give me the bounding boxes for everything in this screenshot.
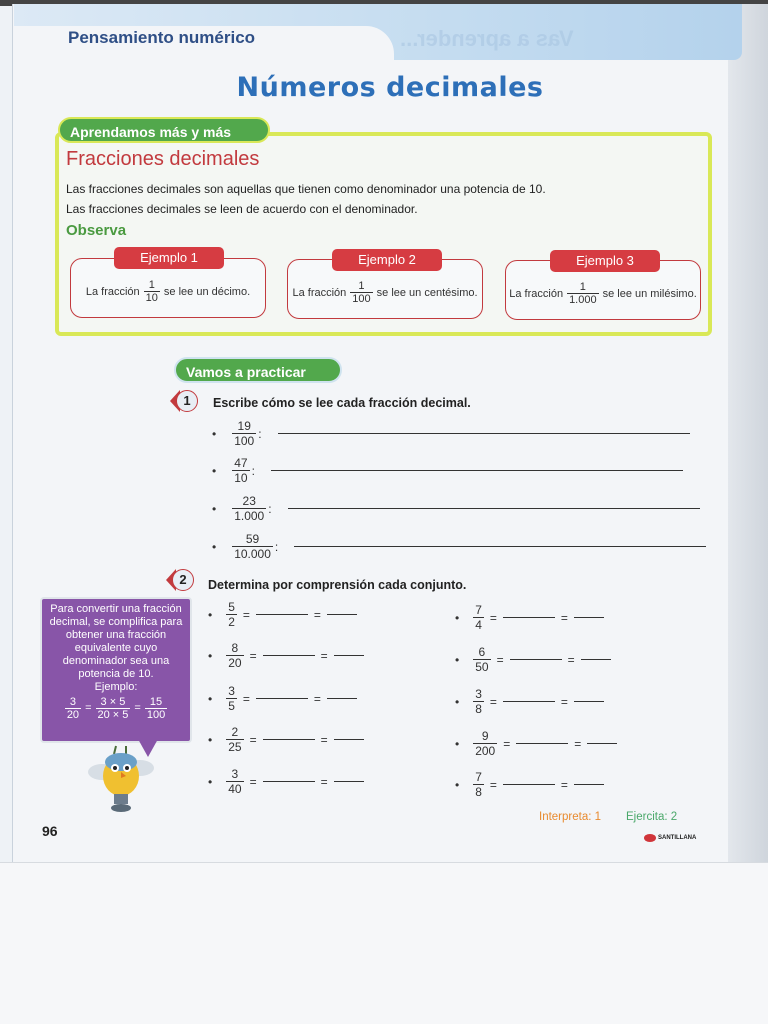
tip-example-equation: $\frac{3}{20}$ = $\frac{3 \times 5}{20 \times 5}$ = $\frac{15}{100}$ xyxy=(66,696,166,721)
exercise-2-marker: 2 xyxy=(166,569,194,591)
exercise-1-marker: 1 xyxy=(170,390,198,412)
answer-blank[interactable] xyxy=(574,617,604,618)
fraction: $\frac{15}{100}$ xyxy=(146,696,166,721)
exercise-1-item: • $\frac{59}{10.000}$ : xyxy=(212,532,706,561)
tip-callout xyxy=(40,597,192,743)
fraction: $\frac{3}{8}$ xyxy=(475,687,482,716)
answer-blank[interactable] xyxy=(334,655,364,656)
exercise-2-item: • $\frac{8}{20}$ = = xyxy=(208,641,364,670)
skill-interpreta: Interpreta: 1 xyxy=(539,811,602,823)
exercise-2-item: • $\frac{7}{8}$ = = xyxy=(455,770,604,799)
example-prefix: La fracción xyxy=(509,287,564,300)
exercise-1-instruction: Escribe cómo se lee cada fracción decimal. xyxy=(213,396,471,410)
example-suffix: se lee un centésimo. xyxy=(376,286,478,299)
fraction: $\frac{9}{200}$ xyxy=(475,729,496,758)
exercise-2-item: • $\frac{9}{200}$ = = xyxy=(455,729,617,758)
answer-blank[interactable] xyxy=(574,784,604,785)
answer-blank[interactable] xyxy=(510,659,562,660)
santillana-logo-icon xyxy=(644,834,656,842)
section-title: Pensamiento numérico xyxy=(68,28,256,47)
answer-blank[interactable] xyxy=(263,655,315,656)
fraction: $\frac{8}{20}$ xyxy=(228,641,242,670)
exercise-2-item: • $\frac{6}{50}$ = = xyxy=(455,645,611,674)
fraction: $\frac{3 \times 5}{20 \times 5}$ xyxy=(97,696,129,721)
mirrored-header-text: Vas a aprender... xyxy=(400,26,574,51)
answer-blank[interactable] xyxy=(256,698,308,699)
fraction: $\frac{7}{4}$ xyxy=(475,603,482,632)
answer-blank[interactable] xyxy=(256,614,308,615)
answer-blank[interactable] xyxy=(334,781,364,782)
example-prefix: La fracción xyxy=(85,285,140,298)
theory-paragraph-1: Las fracciones decimales son aquellas que tienen como denominador una potencia de 10. xyxy=(66,182,546,196)
example-label-2: Ejemplo 2 xyxy=(332,249,442,271)
exercise-2-item: • $\frac{2}{25}$ = = xyxy=(208,725,364,754)
fraction: $\frac{47}{10}$ xyxy=(234,456,248,485)
answer-blank[interactable] xyxy=(503,701,555,702)
exercise-2-item: • $\frac{7}{4}$ = = xyxy=(455,603,604,632)
example-fraction: $\frac{1}{100}$ xyxy=(352,280,371,305)
answer-line[interactable] xyxy=(278,433,690,434)
exercise-1-item: • $\frac{19}{100}$ : xyxy=(212,419,690,448)
example-suffix: se lee un décimo. xyxy=(163,285,251,298)
answer-blank[interactable] xyxy=(581,659,611,660)
answer-line[interactable] xyxy=(271,470,683,471)
answer-blank[interactable] xyxy=(327,614,357,615)
fraction: $\frac{3}{40}$ xyxy=(228,767,242,796)
page-gutter-shadow xyxy=(728,4,768,864)
example-label-3: Ejemplo 3 xyxy=(550,250,660,272)
skill-ejercita: Ejercita: 2 xyxy=(626,811,678,823)
fraction: $\frac{2}{25}$ xyxy=(228,725,242,754)
exercise-2-item: • $\frac{3}{40}$ = = xyxy=(208,767,364,796)
fraction: $\frac{6}{50}$ xyxy=(475,645,489,674)
example-suffix: se lee un milésimo. xyxy=(602,287,697,300)
answer-blank[interactable] xyxy=(503,784,555,785)
answer-blank[interactable] xyxy=(263,739,315,740)
example-fraction: $\frac{1}{1.000}$ xyxy=(569,281,597,306)
exercise-2-instruction: Determina por comprensión cada conjunto. xyxy=(208,578,467,592)
example-prefix: La fracción xyxy=(292,286,347,299)
answer-blank[interactable] xyxy=(334,739,364,740)
answer-blank[interactable] xyxy=(263,781,315,782)
page-number: 96 xyxy=(42,823,58,839)
exercise-1-item: • $\frac{47}{10}$ : xyxy=(212,456,683,485)
exercise-1-item: • $\frac{23}{1.000}$ : xyxy=(212,494,700,523)
answer-blank[interactable] xyxy=(503,617,555,618)
aprendamos-badge: Aprendamos más y más xyxy=(58,117,270,143)
page-title: Números decimales xyxy=(236,72,544,103)
scan-background xyxy=(0,862,768,1024)
fraction: $\frac{19}{100}$ xyxy=(234,419,255,448)
exercise-2-item: • $\frac{5}{2}$ = = xyxy=(208,600,357,629)
answer-blank[interactable] xyxy=(327,698,357,699)
answer-line[interactable] xyxy=(294,546,706,547)
example-label-1: Ejemplo 1 xyxy=(114,247,224,269)
theory-paragraph-2: Las fracciones decimales se leen de acuerdo con el denominador. xyxy=(66,202,418,216)
vamos-a-practicar-badge: Vamos a practicar xyxy=(174,357,342,383)
fraction: $\frac{3}{20}$ xyxy=(66,696,80,721)
answer-blank[interactable] xyxy=(574,701,604,702)
answer-blank[interactable] xyxy=(587,743,617,744)
example-fraction: $\frac{1}{10}$ xyxy=(145,279,158,304)
exercise-2-item: • $\frac{3}{8}$ = = xyxy=(455,687,604,716)
tip-example-label: Ejemplo: xyxy=(94,681,138,693)
fraction: $\frac{5}{2}$ xyxy=(228,600,235,629)
fraction: $\frac{3}{5}$ xyxy=(228,684,235,713)
observe-label: Observa xyxy=(66,222,127,239)
tip-text: Para convertir una fracción decimal, se complifica para obtener una fracción equivalente cuyo denominador sea una potencia de 10. xyxy=(49,603,183,680)
fraction: $\frac{23}{1.000}$ xyxy=(234,494,265,523)
theory-heading: Fracciones decimales xyxy=(66,148,260,170)
bird-mascot-icon xyxy=(80,742,160,814)
fraction: $\frac{7}{8}$ xyxy=(475,770,482,799)
answer-line[interactable] xyxy=(288,508,700,509)
answer-blank[interactable] xyxy=(516,743,568,744)
exercise-2-item: • $\frac{3}{5}$ = = xyxy=(208,684,357,713)
fraction: $\frac{59}{10.000}$ xyxy=(234,532,271,561)
publisher-logo: SANTILLANA xyxy=(644,834,696,842)
